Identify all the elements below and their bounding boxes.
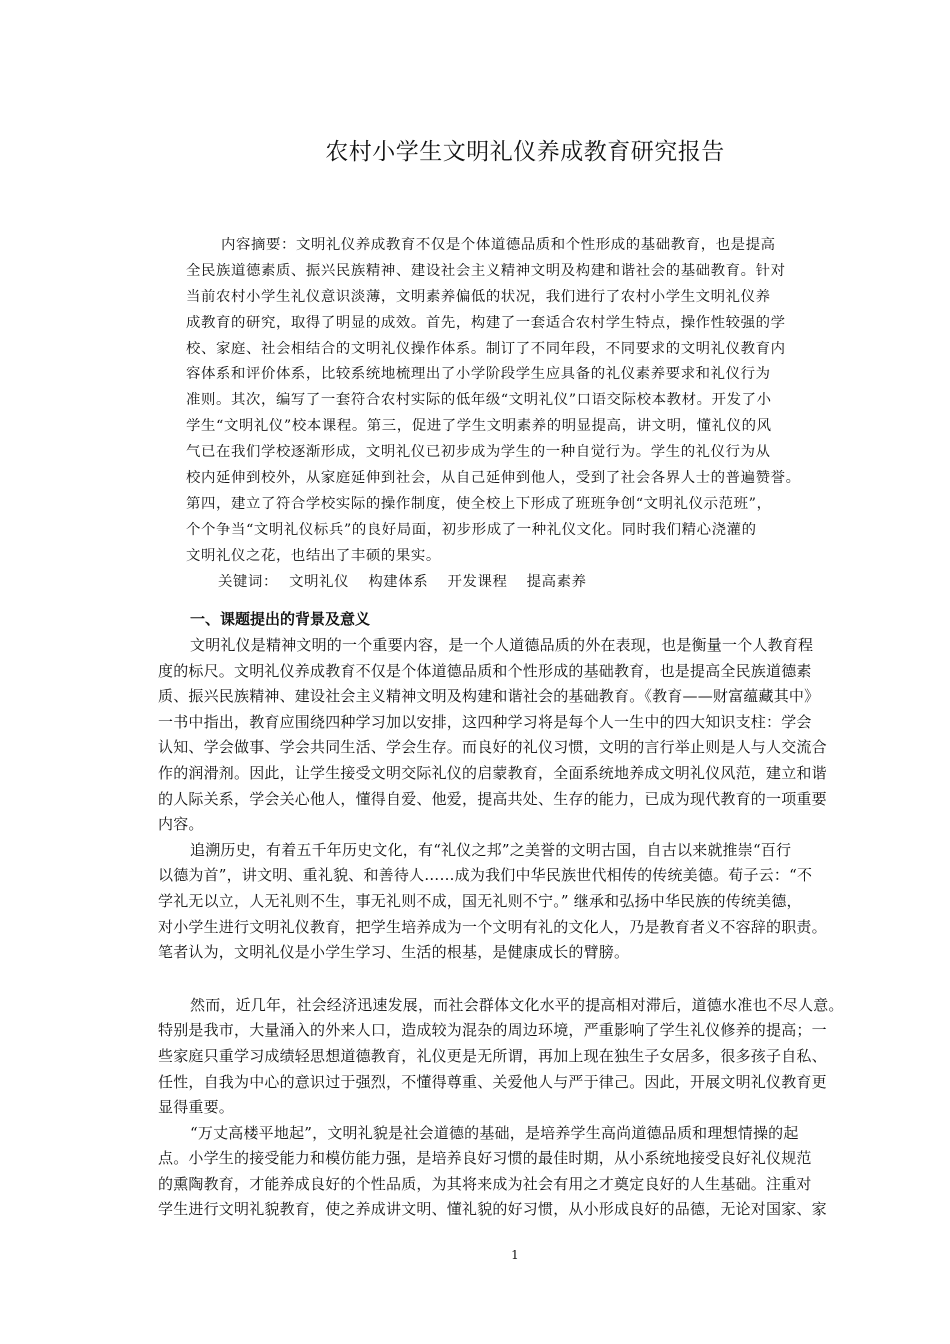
abstract-line: 容体系和评价体系，比较系统地梳理出了小学阶段学生应具备的礼仪素养要求和礼仪行为 bbox=[186, 366, 771, 383]
body-line: “万丈高楼平地起”，文明礼貌是社会道德的基础，是培养学生高尚道德品质和理想情操的起 bbox=[190, 1123, 799, 1142]
body-text bbox=[158, 633, 878, 1223]
abstract-line: 气已在我们学校逐渐形成，文明礼仪已初步成为学生的一种自觉行为。学生的礼仪行为从 bbox=[186, 444, 771, 461]
body-line: 认知、学会做事、学会共同生活、学会生存。而良好的礼仪习惯，文明的言行举止则是人与人交流合 bbox=[158, 738, 827, 757]
abstract-line: 内容摘要：文明礼仪养成教育不仅是个体道德品质和个性形成的基础教育，也是提高 bbox=[221, 237, 776, 253]
abstract-line: 文明礼仪之花，也结出了丰硕的果实。 bbox=[186, 547, 441, 564]
abstract-line: 当前农村小学生礼仪意识淡薄，文明素养偏低的状况，我们进行了农村小学生文明礼仪养 bbox=[186, 288, 771, 305]
body-line: 作的润滑剂。因此，让学生接受文明交际礼仪的启蒙教育，全面系统地养成文明礼仪风范，建立和谐 bbox=[158, 763, 827, 782]
body-line: 度的标尺。文明礼仪养成教育不仅是个体道德品质和个性形成的基础教育，也是提高全民族道德素 bbox=[158, 661, 812, 680]
keywords-label: 关键词： bbox=[218, 573, 278, 590]
body-line: 任性，自我为中心的意识过于强烈，不懂得尊重、关爱他人与严于律己。因此，开展文明礼仪教育更 bbox=[158, 1072, 827, 1091]
body-line: 的熏陶教育，才能养成良好的个性品质，为其将来成为社会有用之才奠定良好的人生基础。注重对 bbox=[158, 1174, 812, 1193]
body-line: 学礼无以立，人无礼则不生，事无礼则不成，国无礼则不宁。” 继承和弘扬中华民族的传统美德， bbox=[158, 891, 802, 910]
abstract-line: 准则。其次，编写了一套符合农村实际的低年级“文明礼仪”口语交际校本教材。开发了小 bbox=[186, 392, 772, 409]
abstract-line: 成教育的研究，取得了明显的成效。首先，构建了一套适合农村学生特点，操作性较强的学 bbox=[186, 314, 786, 331]
body-line: 学生进行文明礼貌教育，使之养成讲文明、懂礼貌的好习惯，从小形成良好的品德，无论对国家、家 bbox=[158, 1200, 827, 1219]
body-line: 特别是我市，大量涌入的外来人口，造成较为混杂的周边环境，严重影响了学生礼仪修养的提高；一 bbox=[158, 1021, 827, 1040]
abstract-line: 第四，建立了符合学校实际的操作制度，使全校上下形成了班班争创“文明礼仪示范班”， bbox=[186, 495, 772, 512]
body-line: 些家庭只重学习成绩轻思想道德教育，礼仪更是无所谓，再加上现在独生子女居多，很多孩子自私、 bbox=[158, 1046, 827, 1065]
document-title: 农村小学生文明礼仪养成教育研究报告 bbox=[325, 139, 725, 165]
body-line: 点。小学生的接受能力和模仿能力强，是培养良好习惯的最佳时期，从小系统地接受良好礼仪规范 bbox=[158, 1149, 812, 1168]
body-line: 一书中指出，教育应围绕四种学习加以安排，这四种学习将是每个人一生中的四大知识支柱：学会 bbox=[158, 712, 812, 731]
body-line: 内容。 bbox=[158, 815, 204, 834]
abstract-line: 个个争当“文明礼仪标兵”的良好局面，初步形成了一种礼仪文化。同时我们精心浇灌的 bbox=[186, 521, 757, 538]
body-line: 的人际关系，学会关心他人，懂得自爱、他爱，提高共处、生存的能力，已成为现代教育的一项重要 bbox=[158, 789, 827, 808]
keywords-line bbox=[186, 570, 854, 596]
keyword: 文明礼仪 bbox=[289, 573, 350, 590]
body-line: 然而，近几年，社会经济迅速发展，而社会群体文化水平的提高相对滞后，道德水准也不尽人意。 bbox=[190, 995, 844, 1014]
body-line: 对小学生进行文明礼仪教育，把学生培养成为一个文明有礼的文化人，乃是教育者义不容辞的职责。 bbox=[158, 917, 827, 936]
body-line: 文明礼仪是精神文明的一个重要内容，是一个人道德品质的外在表现，也是衡量一个人教育程 bbox=[190, 636, 814, 654]
page-number: 1 bbox=[511, 1248, 519, 1262]
body-line: 以德为首”，讲文明、重礼貌、和善待人……成为我们中华民族世代相传的传统美德。荀子云：“不 bbox=[158, 866, 813, 885]
keyword: 构建体系 bbox=[368, 573, 429, 590]
keyword: 提高素养 bbox=[526, 573, 587, 590]
body-line: 显得重要。 bbox=[158, 1098, 235, 1117]
abstract-line: 校、家庭、社会相结合的文明礼仪操作体系。制订了不同年段，不同要求的文明礼仪教育内 bbox=[186, 340, 786, 357]
abstract-block bbox=[186, 233, 854, 595]
abstract-line: 校内延伸到校外，从家庭延伸到社会，从自己延伸到他人，受到了社会各界人士的普遍赞誉。 bbox=[186, 470, 801, 487]
paragraph-gap bbox=[158, 966, 878, 993]
abstract-line: 学生“文明礼仪”校本课程。第三，促进了学生文明素养的明显提高，讲文明，懂礼仪的风 bbox=[186, 418, 772, 435]
section-heading: 一、课题提出的背景及意义 bbox=[190, 610, 371, 628]
body-line: 笔者认为，文明礼仪是小学生学习、生活的根基，是健康成长的臂膀。 bbox=[158, 943, 630, 962]
keyword: 开发课程 bbox=[447, 573, 508, 590]
body-line: 追溯历史，有着五千年历史文化，有“礼仪之邦”之美誉的文明古国，自古以来就推崇“百行 bbox=[190, 840, 792, 859]
body-line: 质、振兴民族精神、建设社会主义精神文明及构建和谐社会的基础教育。《教育——财富蕴藏其中》 bbox=[158, 687, 820, 706]
abstract-line: 全民族道德素质、振兴民族精神、建设社会主义精神文明及构建和谐社会的基础教育。针对 bbox=[186, 262, 786, 279]
